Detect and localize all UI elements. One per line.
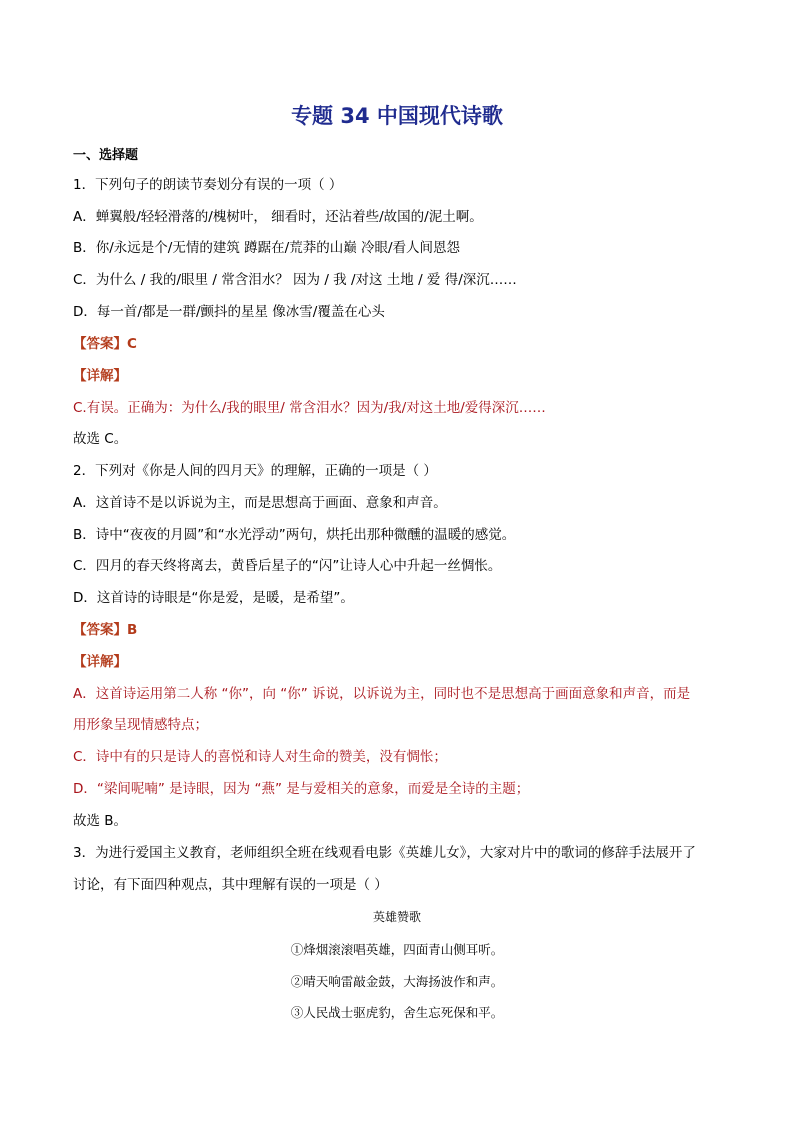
q1-detail: C.有误。正确为：为什么/我的眼里/ 常含泪水？因为/我/对这土地/爱得深沉…… [73,400,546,416]
page-title: 专题 34 中国现代诗歌 [291,104,503,128]
q1-option-d: D．每一首/都是一群/颤抖的星星 像冰雪/覆盖在心头 [73,304,385,320]
q3-stem-line2: 讨论，有下面四种观点，其中理解有误的一项是（ ） [73,877,388,893]
answer-label: 【答案】 [73,336,127,352]
q2-detail-c: C．诗中有的只是诗人的喜悦和诗人对生命的赞美，没有惆怅； [73,749,447,765]
q1-option-c: C．为什么 / 我的/眼里 / 常含泪水？ 因为 / 我 /对这 土地 / 爱 得/深沉…… [73,272,517,288]
q2-option-b: B．诗中“夜夜的月圆”和“水光浮动”两句，烘托出那种微醺的温暖的感觉。 [73,527,516,543]
q2-option-c: C．四月的春天终将离去，黄昏后星子的“闪”让诗人心中升起一丝惆怅。 [73,558,502,574]
poem-title: 英雄赞歌 [372,910,421,924]
answer-value: C [127,336,137,352]
q1-detail-label: 【详解】 [73,368,127,384]
q2-detail-a-line2: 用形象呈现情感特点； [73,717,208,733]
poem-line-2: ②晴天响雷敲金鼓，大海扬波作和声。 [290,974,504,989]
q1-conclusion: 故选 C。 [73,431,128,447]
q2-detail-a-line1: A．这首诗运用第二人称 “你”，向 “你” 诉说，以诉说为主，同时也不是思想高于画面意象和声音，而是 [73,686,691,702]
section-heading: 一、选择题 [73,148,139,163]
q3-stem-line1: 3．为进行爱国主义教育，老师组织全班在线观看电影《英雄儿女》，大家对片中的歌词的修辞手法展开了 [73,845,696,861]
poem-line-1: ①烽烟滚滚唱英雄，四面青山侧耳听。 [290,942,504,957]
q2-detail-d: D．“梁间呢喃” 是诗眼，因为 “燕” 是与爱相关的意象，而爱是全诗的主题； [73,781,530,797]
q1-answer [73,335,137,353]
q2-answer [73,621,137,639]
q2-option-a: A．这首诗不是以诉说为主，而是思想高于画面、意象和声音。 [73,495,447,511]
answer-label: 【答案】 [73,622,127,638]
q2-conclusion: 故选 B。 [73,813,128,829]
q1-stem: 1．下列句子的朗读节奏划分有误的一项（ ） [73,177,343,193]
q2-stem: 2．下列对《你是人间的四月天》的理解，正确的一项是（ ） [73,463,437,479]
q1-option-a: A．蝉翼般/轻轻滑落的/槐树叶， 细看时，还沾着些/故国的/泥土啊。 [73,209,483,225]
q2-detail-label: 【详解】 [73,654,127,670]
q1-option-b: B．你/永远是个/无情的建筑 蹲踞在/荒莽的山巅 冷眼/看人间恩怨 [73,240,461,256]
poem-line-3: ③人民战士驱虎豹，舍生忘死保和平。 [290,1005,504,1020]
answer-value: B [127,622,138,638]
q2-option-d: D．这首诗的诗眼是“你是爱，是暖，是希望”。 [73,590,354,606]
